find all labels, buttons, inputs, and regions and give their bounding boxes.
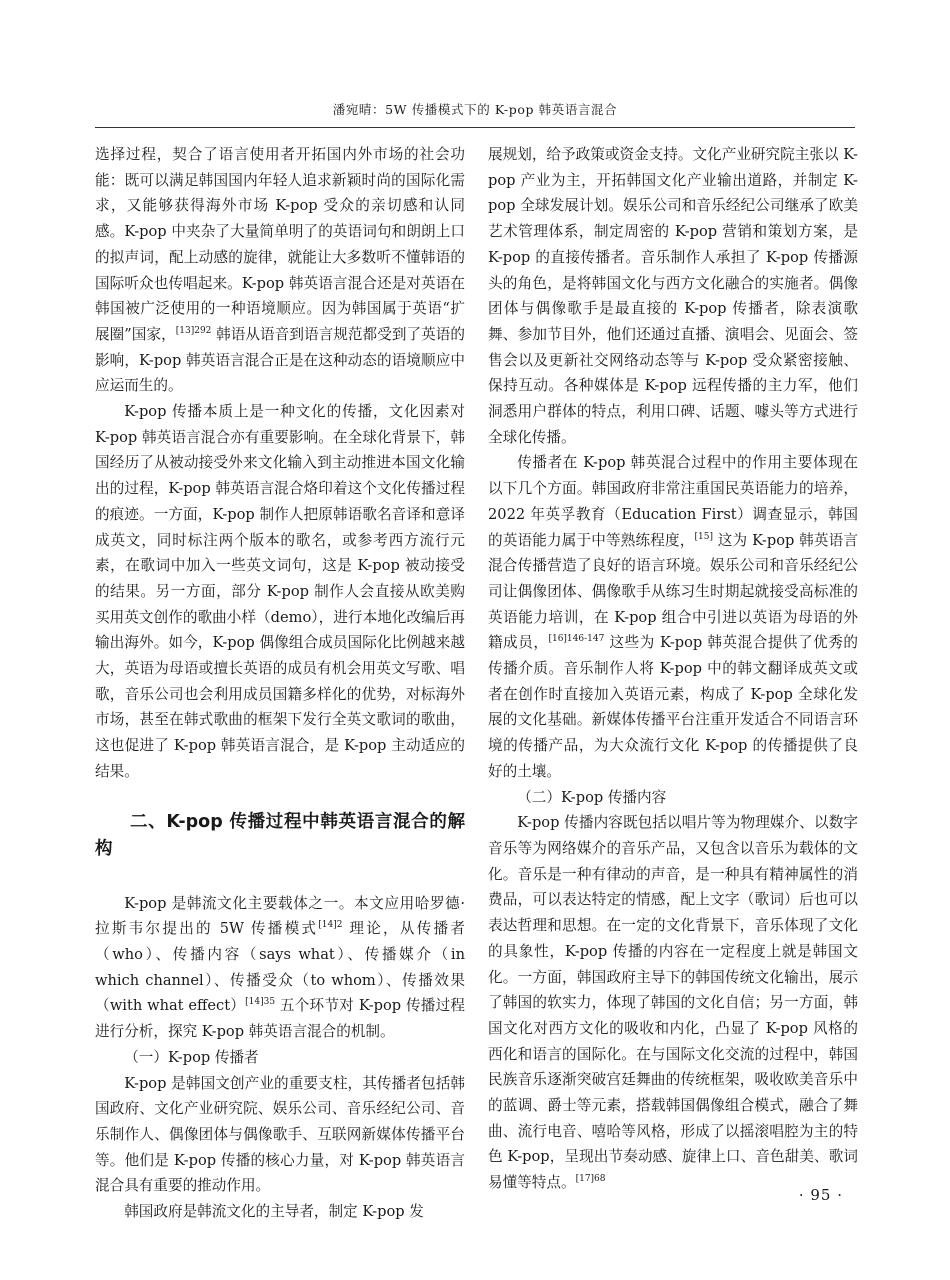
section-heading: 二、K-pop 传播过程中韩英语言混合的解构: [95, 811, 465, 859]
paragraph: K-pop 传播内容既包括以唱片等为物理媒介、以数字音乐等为网络媒介的音乐产品，又包含以音乐为载体的文化。音乐是一种有律动的声音，是一种具有精神属性的消费品，可以表达特定的情感，配上文字（歌词）后也可以表达哲理和思想。在一定的文化背景下，音乐体现了文化的具象性，K-pop 传播的内容在一定程度上就是韩国文化。一方面，韩国政府主导下的韩国传统文化输出，展示了韩国的软实力，体现了韩国的文化自信；另一方面，韩国文化对西方文化的吸收和内化，凸显了 K-pop 风格的西化和语言的国际化。在与国际文化交流的过程中，韩国民族音乐逐渐突破宫廷舞曲的传统框架，吸收欧美音乐中的蓝调、爵士等元素，搭载韩国偶像组合模式，融合了舞曲、流行电音、嘻哈等风格，形成了以摇滚唱腔为主的特色 K-pop，呈现出节奏动感、旋律上口、音色甜美、歌词易懂等特点。$^{[17]68}$: [488, 814, 858, 1192]
paragraph: 展规划，给予政策或资金支持。文化产业研究院主张以 K-pop 产业为主，开拓韩国文化产业输出道路，并制定 K-pop 全球发展计划。娱乐公司和音乐经纪公司继承了欧美艺术管理体系，制定周密的 K-pop 营销和策划方案，是 K-pop 的直接传播者。音乐制作人承担了 K-pop 传播源头的角色，是将韩国文化与西方文化融合的实施者。偶像团体与偶像歌手是最直接的 K-pop 传播者，除表演歌舞、参加节目外，他们还通过直播、演唱会、见面会、签售会以及更新社交网络动态等与 K-pop 受众紧密接触、保持互动。各种媒体是 K-pop 远程传播的主力军，他们洞悉用户群体的特点，利用口碑、话题、噱头等方式进行全球化传播。: [488, 146, 858, 446]
paragraph: K-pop 是韩国文创产业的重要支柱，其传播者包括韩国政府、文化产业研究院、娱乐公司、音乐经纪公司、音乐制作人、偶像团体与偶像歌手、互联网新媒体传播平台等。他们是 K-pop 传播的核心力量，对 K-pop 韩英语言混合具有重要的推动作用。: [95, 1074, 465, 1195]
citation: [13]292: [175, 325, 212, 336]
header-rule: [95, 127, 855, 128]
right-column: [488, 142, 858, 1196]
citation: [14]35: [245, 997, 276, 1008]
paragraph: 韩国政府是韩流文化的主导者，制定 K-pop 发: [124, 1203, 424, 1221]
paragraph: 传播者在 K-pop 韩英混合过程中的作用主要体现在以下几个方面。韩国政府非常注重国民英语能力的培养，2022 年英孚教育（Education First）调查显示，韩国的英语能力属于中等熟练程度，[15] 这为 K-pop 韩英语言混合传播营造了良好的语言环境。娱乐公司和音乐经纪公司让偶像团体、偶像歌手从练习生时期起就接受高标准的英语能力培训，在 K-pop 组合中引进以英语为母语的外籍成员，$^{[16]146-147}$ 这些为 K-pop 韩英混合提供了优秀的传播介质。音乐制作人将 K-pop 中的韩文翻译成英文或者在创作时直接加入英语元素，构成了 K-pop 全球化发展的文化基础。新媒体传播平台注重开发适合不同语言环境的传播产品，为大众流行文化 K-pop 的传播提供了良好的土壤。: [488, 454, 858, 780]
paragraph: K-pop 传播本质上是一种文化的传播，文化因素对 K-pop 韩英语言混合亦有重要影响。在全球化背景下，韩国经历了从被动接受外来文化输入到主动推进本国文化输出的过程，K-pop 韩英语言混合烙印着这个文化传播过程的痕迹。一方面，K-pop 制作人把原韩语歌名音译和意译成英文，同时标注两个版本的歌名，或参考西方流行元素，在歌词中加入一些英文词句，这是 K-pop 被动接受的结果。另一方面，部分 K-pop 制作人会直接从欧美购买用英文创作的歌曲小样（demo），进行本地化改编后再输出海外。如今，K-pop 偶像组合成员国际化比例越来越大，英语为母语或擅长英语的成员有机会用英文写歌、唱歌，音乐公司也会利用成员国籍多样化的优势，对标海外市场，甚至在韩式歌曲的框架下发行全英文歌词的歌曲，这也促进了 K-pop 韩英语言混合，是 K-pop 主动适应的结果。: [95, 403, 465, 780]
page-number: · 95 ·: [798, 1186, 843, 1204]
paragraph: 选择过程，契合了语言使用者开拓国内外市场的社会功能：既可以满足韩国国内年轻人追求新颖时尚的国际化需求，又能够获得海外市场 K-pop 受众的亲切感和认同感。K-pop 中夹杂了大量简单明了的英语词句和朗朗上口的拟声词，配上动感的旋律，就能让大多数听不懂韩语的国际听众也传唱起来。K-pop 韩英语言混合还是对英语在韩国被广泛使用的一种语境顺应。因为韩国属于英语“扩展圈”国家，$^{[13]292}$ 韩语从语音到语言规范都受到了英语的影响，K-pop 韩英语言混合正是在这种动态的语境顺应中应运而生的。: [95, 146, 466, 395]
subsection-heading: （一）K-pop 传播者: [124, 1048, 259, 1066]
citation: [14]2: [318, 920, 343, 931]
left-column: [95, 142, 465, 1225]
running-header: 潘宛晴：5W 传播模式下的 K-pop 韩英语言混合: [332, 102, 618, 117]
paragraph: K-pop 是韩流文化主要载体之一。本文应用哈罗德·拉斯韦尔提出的 5W 传播模式$^{[14]2}$ 理论，从传播者（who）、传播内容（says what）、传播媒介（in which channel）、传播受众（to whom）、传播效果（with what effect）$^{[14]35}$ 五个环节对 K-pop 传播过程进行分析，探究 K-pop 韩英语言混合的机制。: [95, 894, 465, 1041]
subsection-heading: （二）K-pop 传播内容: [517, 788, 667, 806]
citation: [16]146-147: [548, 634, 605, 645]
citation: [15]: [694, 531, 713, 542]
citation: [17]68: [575, 1174, 606, 1185]
